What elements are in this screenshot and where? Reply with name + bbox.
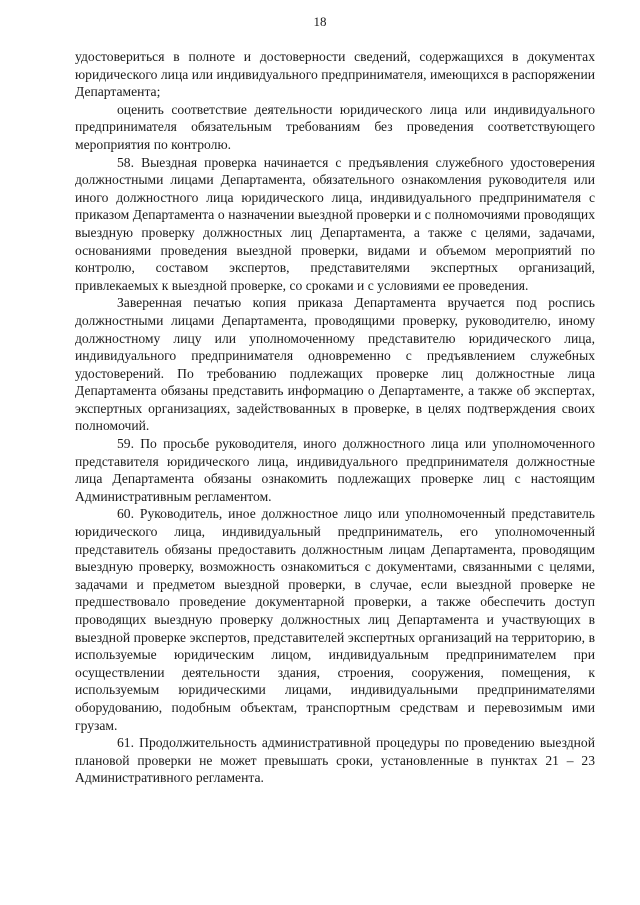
- paragraph-59: 59. По просьбе руководителя, иного должностного лица или уполномоченного представителя юридического лица, индивидуального предпринимателя должностные лица Департамента обязаны ознакомить подлежащих проверке лиц с настоящим Административным регламентом.: [75, 436, 595, 504]
- paragraph: удостовериться в полноте и достоверности сведений, содержащихся в документах юридического лица или индивидуального предпринимателя, имеющихся в распоряжении Департамента;: [75, 49, 595, 100]
- paragraph-61: 61. Продолжительность административной процедуры по проведению выездной плановой проверки не может превышать сроки, установленные в пунктах 21 – 23 Административного регламента.: [75, 735, 595, 786]
- paragraph: Заверенная печатью копия приказа Департамента вручается под роспись должностными лицами Департамента, проводящими проверку, руководителю, иному должностному лицу или уполномоченному представителю юридического лица, индивидуального предпринимателя одновременно с предъявлением служебных удостоверений. По требованию подлежащих проверке лиц должностные лица Департамента обязаны представить информацию о Департаменте, а также об экспертах, экспертных организациях, задействованных в проверке, в целях подтверждения своих полномочий.: [75, 295, 595, 434]
- paragraph-58: 58. Выездная проверка начинается с предъявления служебного удостоверения должностными лицами Департамента, обязательного ознакомления руководителя или иного должностного лица юридического лица, индивидуального предпринимателя с приказом Департамента о назначении выездной проверки и с полномочиями проводящих выездную проверку должностных лиц Департамента, а также с целями, задачами, основаниями проведения выездной проверки, видами и объемом мероприятий по контролю, составом экспертов, представителями экспертных организаций, привлекаемых к выездной проверке, со сроками и с условиями ее проведения.: [75, 154, 595, 293]
- document-body: [75, 48, 595, 787]
- page-number: 18: [313, 14, 327, 29]
- paragraph: оценить соответствие деятельности юридического лица или индивидуального предпринимателя обязательным требованиям без проведения соответствующего мероприятия по контролю.: [75, 101, 595, 152]
- paragraph-60: 60. Руководитель, иное должностное лицо или уполномоченный представитель юридического лица, индивидуальный предприниматель, его уполномоченный представитель обязаны предоставить должностным лицам Департамента, проводящим выездную проверку, возможность ознакомиться с документами, связанными с целями, задачами и предметом выездной проверки, в случае, если выездной проверке не предшествовало проведение документарной проверки, а также обеспечить доступ проводящих выездную проверку должностных лиц Департамента и участвующих в выездной проверке экспертов, представителей экспертных организаций на территорию, в используемые юридическим лицом, индивидуальным предпринимателем при осуществлении деятельности здания, строения, сооружения, помещения, к используемым юридическими лицами, индивидуальными предпринимателями оборудованию, подобным объектам, транспортным средствам и перевозимым ими грузам.: [75, 506, 595, 733]
